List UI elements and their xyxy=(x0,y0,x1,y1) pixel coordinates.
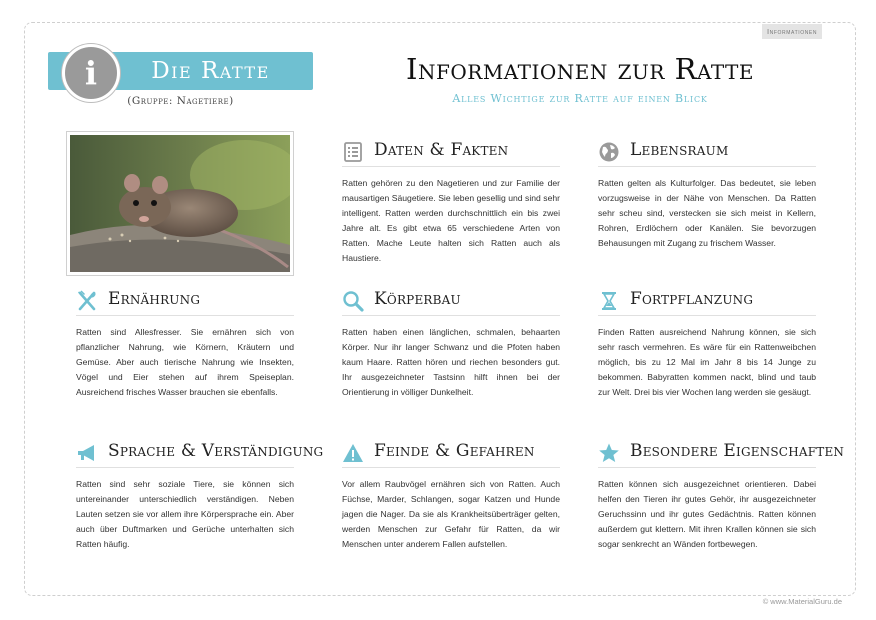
section-feinde xyxy=(342,439,560,552)
section-koerperbau xyxy=(342,287,560,400)
section-besondere xyxy=(598,439,845,552)
banner-title: Die Ratte xyxy=(151,58,270,84)
section-title: Lebensraum xyxy=(630,140,729,160)
magnifier-icon xyxy=(342,290,364,312)
star-icon xyxy=(598,442,620,464)
section-ernaehrung xyxy=(76,287,294,400)
list-icon xyxy=(342,141,364,163)
section-title: Feinde & Gefahren xyxy=(374,441,535,461)
section-lebensraum xyxy=(598,138,816,251)
section-text: Vor allem Raubvögel ernähren sich von Ratten. Auch Füchse, Marder, Schlangen, sogar Katzen und Hunde jagen die Nager. Da sie als Krankheitsüberträger gelten, werden Menschen zur Gefahr für Ratten, da wir Menschen unter anderem Fallen aufstellen. xyxy=(342,479,560,549)
warning-icon xyxy=(342,442,364,464)
section-text: Ratten können sich ausgezeichnet orientieren. Dabei helfen den Tieren ihr gutes Gehör, ihr ausgezeichneter Geruchssinn und ihr gutes Gedächtnis. Ratten können außerdem gut klettern. Mit ihren Krallen können sie sich sogar senkrecht an Wänden fortbewegen. xyxy=(598,479,816,549)
section-title: Fortpflanzung xyxy=(630,289,754,309)
section-text: Ratten gelten als Kulturfolger. Das bedeutet, sie leben vorzugsweise in der Nähe von Menschen. Da Ratten sehr scheu sind, verstecken sie sich meist in Kellern, Rohren, Erdlöchern oder Kanälen. Sie bevorzugen Behausungen mit Zugang zu frischem Wasser. xyxy=(598,178,816,248)
section-text: Ratten haben einen länglichen, schmalen, behaarten Körper. Nur ihr langer Schwanz und die Pfoten haben kaum Haare. Ratten hören und riechen besonders gut. Ihr ausgezeichneter Tastsinn hilft ihnen bei der Orientierung in völliger Dunkelheit. xyxy=(342,327,560,397)
section-header xyxy=(342,138,560,167)
globe-icon xyxy=(598,141,620,163)
section-header xyxy=(76,287,294,316)
section-text: Ratten gehören zu den Nagetieren und zur Familie der mausartigen Säugetiere. Sie leben gesellig und sind sehr intelligent. Ratten werden durchschnittlich ein bis zwei Jahre alt. Es gibt etwa 65 verschiedene Arten von Ratten. Mache Leute halten sich Ratten auch als Haustiere. xyxy=(342,178,560,263)
section-header xyxy=(598,287,816,316)
section-sprache xyxy=(76,439,324,552)
section-fortpflanzung xyxy=(598,287,816,400)
cutlery-icon xyxy=(76,290,98,312)
info-icon: i xyxy=(62,44,120,102)
section-text: Ratten sind Allesfresser. Sie ernähren sich von pflanzlicher Nahrung, wie Körnern, Kräutern und Gemüse. Aber auch tierische Nahrung wie Insekten, Vögel und Eier stehen auf ihrem Speiseplan. Ausreichend frisches Wasser brauchen sie ebenfalls. xyxy=(76,327,294,397)
hourglass-icon xyxy=(598,290,620,312)
rat-photo xyxy=(66,131,294,276)
section-title: Besondere Eigenschaften xyxy=(630,441,845,461)
subtitle: Alles Wichtige zur Ratte auf einen Blick xyxy=(452,92,708,105)
section-header xyxy=(342,439,560,468)
section-text: Ratten sind sehr soziale Tiere, sie können sich untereinander unterschiedlich verständigen. Neben Lauten setzen sie vor allem ihre Körpersprache ein. Aber auch über Duftmarken und Gerüche unterhalten sich Ratten häufig. xyxy=(76,479,294,549)
main-title: Informationen zur Ratte xyxy=(406,52,754,86)
section-title: Körperbau xyxy=(374,289,461,309)
section-title: Daten & Fakten xyxy=(374,140,509,160)
section-header xyxy=(598,138,816,167)
section-text: Finden Ratten ausreichend Nahrung können, sie sich sehr rasch vermehren. Es wäre für ein Rattenweibchen möglich, bis zu 12 Mal im Jahr 8 bis 14 Junge zu bekommen. Babyratten kommen nackt, blind und taub zur Welt. Drei bis vier Wochen lang werden sie gesäugt. xyxy=(598,327,816,397)
category-tag: Informationen xyxy=(762,24,822,39)
section-header xyxy=(598,439,845,468)
section-title: Sprache & Verständigung xyxy=(108,441,324,461)
megaphone-icon xyxy=(76,442,98,464)
group-label: (Gruppe: Nagetiere) xyxy=(127,95,234,107)
section-header xyxy=(76,439,324,468)
section-title: Ernährung xyxy=(108,289,201,309)
section-header xyxy=(342,287,560,316)
copyright-notice: © www.MaterialGuru.de xyxy=(762,597,842,606)
section-daten-fakten xyxy=(342,138,560,266)
